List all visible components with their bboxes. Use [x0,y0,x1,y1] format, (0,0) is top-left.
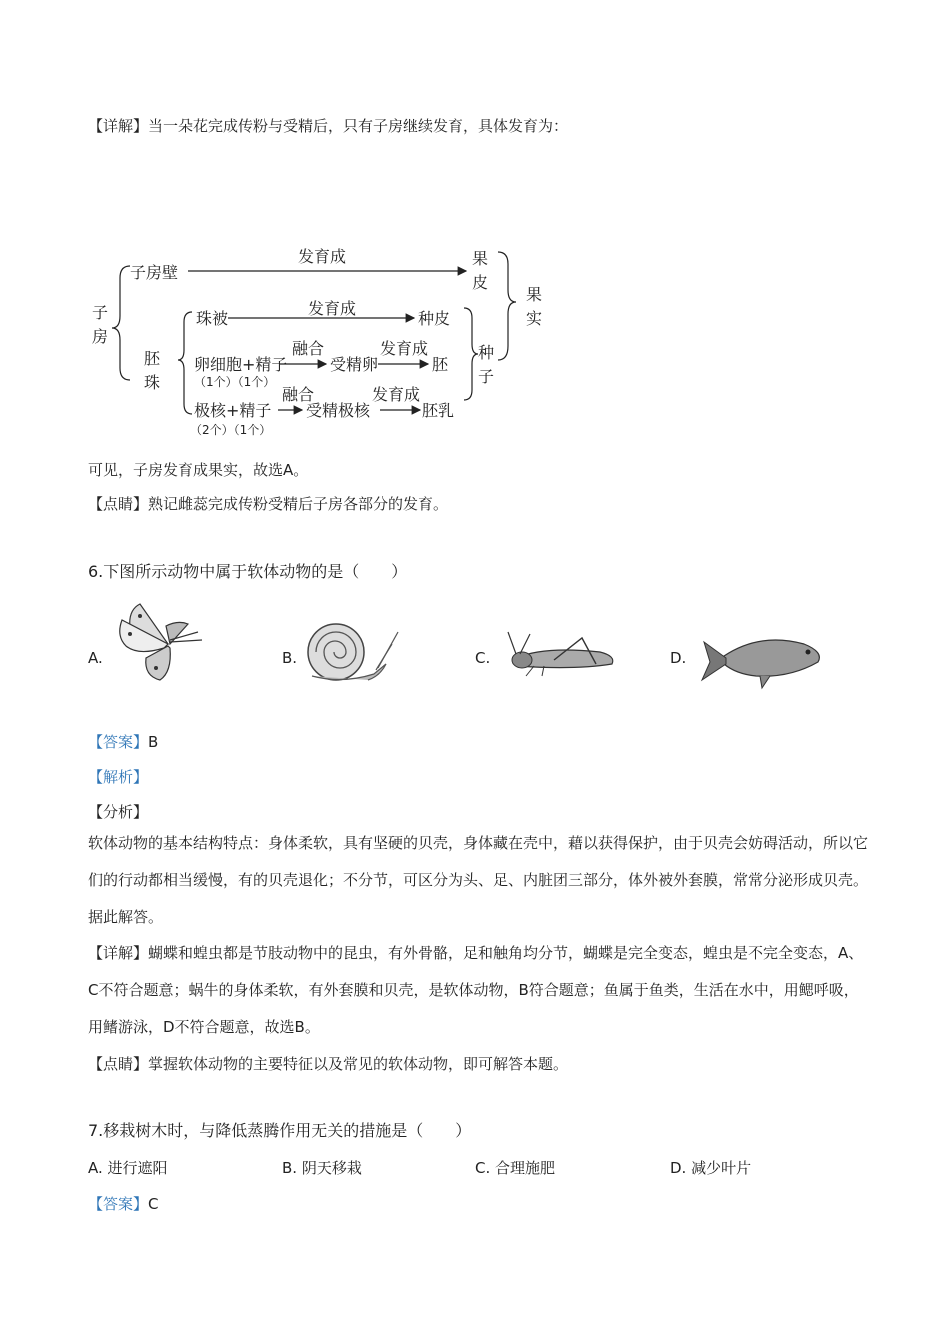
snail-icon [302,618,406,688]
q6-fenxi-tag: 【分析】 [88,803,149,821]
fruit-1: 果 [526,285,543,304]
ovule-1: 胚 [144,349,161,368]
ovary-development-diagram [80,238,560,443]
egg-plus-sperm: 卵细胞+精子 [194,355,288,374]
grasshopper-icon [504,630,624,680]
polar-counts: （2个）（1个） [190,423,272,437]
fuse-label-1: 融合 [292,339,325,358]
q5-conclusion: 可见，子房发育成果实，故选A。 [88,461,309,479]
q6-tip: 【点睛】掌握软体动物的主要特征以及常见的软体动物，即可解答本题。 [88,1055,569,1073]
seed-1: 种 [478,343,495,362]
q7-option-c-label: C. [475,1159,491,1177]
seed-2: 子 [478,367,495,386]
q6-analysis: 软体动物的基本结构特点：身体柔软，具有坚硬的贝壳，身体藏在壳中，藉以获得保护，由于贝壳会妨碍活动，所以它们的行动都相当缓慢，有的贝壳退化；不分节，可区分为头、足、内脏团三部分，体外被外套膜，常常分泌形成贝壳。据此解答。 [88,834,869,926]
fuse-label-2: 融合 [282,385,315,404]
fruit-2: 实 [526,309,543,328]
q7-option-b [282,1158,362,1178]
fertilized-polar: 受精极核 [306,401,371,420]
ovary-wall: 子房壁 [130,263,179,282]
embryo: 胚 [432,355,449,374]
q6-answer [88,732,158,752]
q7-option-c [475,1158,555,1178]
q5-tip: 【点睛】熟记雌蕊完成传粉受精后子房各部分的发育。 [88,495,449,513]
q6-detail: 【详解】蝴蝶和蝗虫都是节肢动物中的昆虫，有外骨骼，足和触角均分节，蝴蝶是完全变态，蝗虫是不完全变态，A、C不符合题意；蜗牛的身体柔软，有外套膜和贝壳，是软体动物，B符合题意；鱼属于鱼类，生活在水中，用鳃呼吸，用鳍游泳，D不符合题意，故选B。 [88,944,864,1036]
q7-option-d-text: 减少叶片 [691,1159,752,1177]
q7-answer [88,1194,159,1214]
q7-answer-value: C [148,1195,159,1213]
fruit-brace [498,252,516,360]
egg-counts: （1个）（1个） [194,375,276,389]
q6-analysis-tag: 【解析】 [88,768,149,786]
q6-option-d-label: D. [670,649,687,667]
q7-option-d-label: D. [670,1159,687,1177]
seed-coat: 种皮 [418,309,451,328]
butterfly-icon [116,596,216,690]
zygote: 受精卵 [330,355,379,374]
q5-detail: 【详解】当一朵花完成传粉与受精后，只有子房继续发育，具体发育为： [88,117,569,135]
endosperm: 胚乳 [422,401,455,420]
q7-option-b-label: B. [282,1159,298,1177]
q7-option-c-text: 合理施肥 [495,1159,556,1177]
ovule-brace [178,312,192,414]
polar-plus-sperm: 极核+精子 [194,401,272,420]
answer-value: B [148,733,159,751]
ovary-label-1: 子 [92,303,109,322]
ovary-brace [112,266,130,380]
q7-option-b-text: 阴天移栽 [301,1159,362,1177]
develops-label-3: 发育成 [380,339,429,358]
answer-tag: 【答案】 [88,733,149,751]
q6-option-b-label: B. [282,649,298,667]
fruit-peel-2: 皮 [472,273,489,292]
q6-question: 6.下图所示动物中属于软体动物的是（ ） [88,562,408,581]
q7-option-a [88,1158,168,1178]
develops-label-1: 发育成 [298,247,347,266]
seed-brace [464,308,478,400]
ovule-2: 珠 [144,373,161,392]
fruit-peel-1: 果 [472,249,489,268]
q7-option-a-text: 进行遮阳 [107,1159,168,1177]
fish-icon [700,628,826,692]
q6-option-c-label: C. [475,649,491,667]
q7-option-d [670,1158,751,1178]
q7-answer-tag: 【答案】 [88,1195,149,1213]
q7-question: 7.移栽树木时，与降低蒸腾作用无关的措施是（ ） [88,1121,472,1140]
q7-option-a-label: A. [88,1159,103,1177]
integument: 珠被 [196,309,229,328]
develops-label-4: 发育成 [372,385,421,404]
ovary-label-2: 房 [92,327,109,346]
q6-option-a-label: A. [88,649,103,667]
develops-label-2: 发育成 [308,299,357,318]
